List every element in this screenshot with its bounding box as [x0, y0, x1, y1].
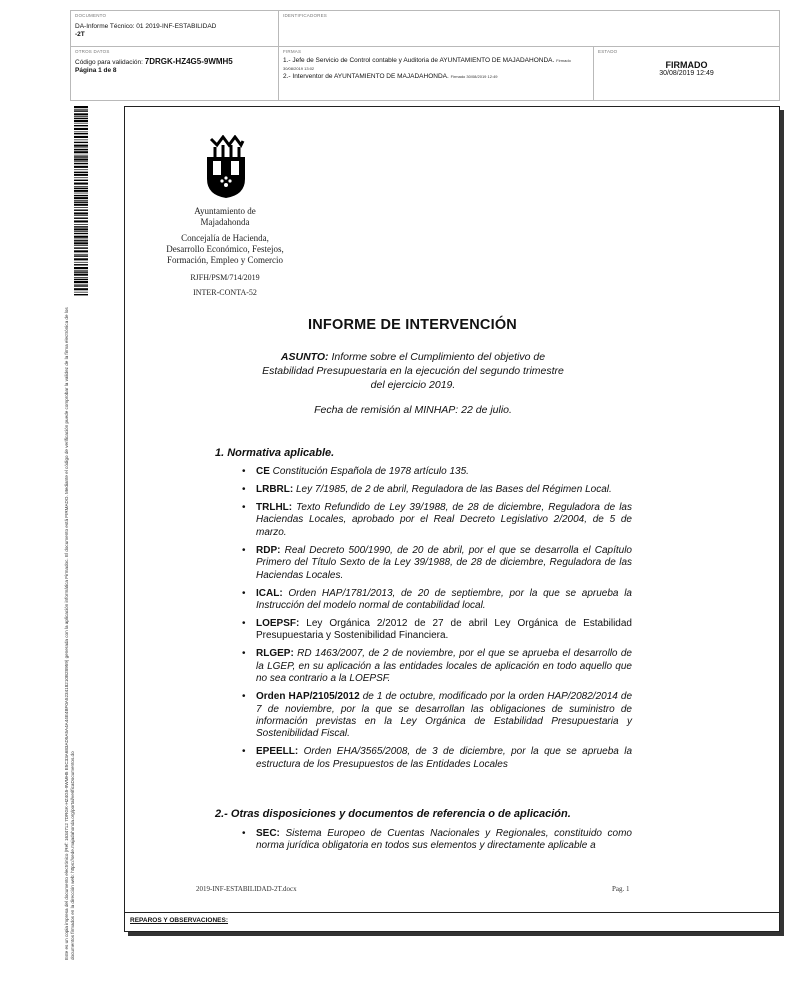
list-item: • TRLHL: Texto Refundido de Ley 39/1988, de 28 de diciembre, Reguladora de las Haciendas Locales, aprobado por el Real Decreto Legislativo 2/2004, de 5 de marzo.	[242, 502, 632, 538]
documento-label: DOCUMENTO	[75, 13, 107, 18]
asunto-block	[262, 350, 564, 392]
firmas-cell	[279, 47, 594, 100]
page-footer-filename: 2019-INF-ESTABILIDAD-2T.docx	[196, 885, 297, 893]
footer-divider	[124, 912, 780, 913]
bullet-icon: •	[242, 648, 246, 660]
estado-value: FIRMADO	[665, 60, 708, 70]
bullet-icon: •	[242, 691, 246, 703]
fecha-remision: Fecha de remisión al MINHAP: 22 de julio.	[314, 404, 512, 416]
reparos-label: REPAROS Y OBSERVACIONES:	[130, 917, 229, 924]
list-item: • SEC: Sistema Europeo de Cuentas Nacionales y Regionales, constituido como norma jurídica obligatoria en todos sus elementos y directamente aplicable a	[242, 828, 632, 852]
org-dept-1: Concejalía de Hacienda,	[181, 233, 269, 243]
otros-datos-label: OTROS DATOS	[75, 49, 110, 54]
verification-side-note: Este es un copia impresa del documento electrónico (Ref: 1634712 7DRGK-HZ4G5-9WMH5 E5C33A683AD5A5A4A44E4BF0A523418210B28959) generada con la aplicación informática Firmadoc. El documento está FIRMADO. Mediante el código de verificación puede comprobar la validez de la firma electrónica de los documentos firmados en la dirección web: https://sede.majadahonda.org/portal/verificaDocumentos.do	[64, 307, 75, 960]
firma-1-date: Firmado 30/08/2019 13:02	[283, 58, 571, 71]
estado-date: 30/08/2019 12:49	[659, 70, 714, 77]
bullet-icon: •	[242, 502, 246, 513]
firma-2: 2.- Interventor de AYUNTAMIENTO DE MAJADAHONDA.	[283, 73, 449, 80]
estado-label: ESTADO	[598, 49, 618, 54]
header-row-1	[71, 11, 779, 47]
otros-datos-cell	[71, 47, 279, 100]
codigo-validacion[interactable]: 7DRGK-HZ4G5-9WMH5	[144, 57, 233, 66]
org-dept-3: Formación, Empleo y Comercio	[167, 255, 283, 265]
identificadores-label: IDENTIFICADORES	[283, 13, 328, 18]
org-dept-2: Desarrollo Económico, Festejos,	[166, 244, 284, 254]
asunto-label: ASUNTO:	[280, 351, 329, 363]
list-item: • RDP: Real Decreto 500/1990, de 20 de abril, por el que se desarrolla el Capítulo Primero del Título Sexto de la Ley 39/1988, de 28 de diciembre, Reguladora de las Haciendas Locales.	[242, 544, 632, 581]
page-footer-number: Pag. 1	[612, 885, 630, 893]
bullet-icon: •	[242, 828, 246, 839]
list-item: • LOEPSF: Ley Orgánica 2/2012 de 27 de abril Ley Orgánica de Estabilidad Presupuestaria y Sostenibilidad Financiera.	[242, 618, 632, 642]
list-item: • CE Constitución Española de 1978 artículo 135.	[242, 466, 469, 477]
list-item: • LRBRL: Ley 7/1985, de 2 de abril, Reguladora de las Bases del Régimen Local.	[242, 484, 612, 495]
bullet-icon: •	[242, 618, 246, 630]
list-item: • RLGEP: RD 1463/2007, de 2 de noviembre, por el que se aprueba el desarrollo de la LGEP, en su aplicación a las entidades locales de aplicación en todo aquello que no sea contrario a la LOEPSF.	[242, 648, 632, 685]
asunto-text: Informe sobre el Cumplimiento del objetivo de Estabilidad Presupuestaria en la ejecución del segundo trimestre del ejercicio 2019.	[262, 351, 564, 391]
firma-2-date: Firmado 30/08/2019 12:49	[450, 74, 498, 79]
list-item: • EPEELL: Orden EHA/3565/2008, de 3 de diciembre, por la que se aprueba la estructura de los Presupuestos de las Entidades Locales	[242, 746, 632, 770]
section-2-heading: 2.- Otras disposiciones y documentos de referencia o de aplicación.	[215, 808, 571, 820]
org-ref-1: RJFH/PSM/714/2019	[190, 273, 260, 282]
section-1-heading: 1. Normativa aplicable.	[215, 447, 335, 459]
bullet-icon: •	[242, 484, 246, 495]
firma-1: 1.- Jefe de Servicio de Control contable y Auditoria de AYUNTAMIENTO DE MAJADAHONDA.	[283, 57, 555, 64]
majadahonda-crest-logo	[203, 135, 249, 199]
documento-value-1: DA-Informe Técnico: 01 2019-INF-ESTABILIDAD	[75, 23, 217, 30]
codigo-prefix: Código para validación:	[75, 59, 143, 66]
documento-cell	[71, 11, 279, 46]
bullet-icon: •	[242, 587, 246, 599]
firmas-label: FIRMAS	[283, 49, 302, 54]
organization-block	[160, 206, 290, 298]
estado-cell	[594, 47, 779, 100]
org-name-2: Majadahonda	[200, 217, 250, 227]
bullet-icon: •	[242, 746, 246, 758]
org-name-1: Ayuntamiento de	[194, 206, 256, 216]
section-1-list	[240, 466, 632, 777]
list-item: • ICAL: Orden HAP/1781/2013, de 20 de septiembre, por la que se aprueba la Instrucción del modelo normal de contabilidad local.	[242, 587, 632, 612]
section-2-list	[240, 828, 632, 858]
header-row-2	[71, 47, 779, 100]
pagina-label: Página 1 de 8	[75, 67, 117, 74]
documento-value-2: -2T	[75, 31, 85, 38]
document-title: INFORME DE INTERVENCIÓN	[308, 317, 517, 333]
document-header	[70, 10, 780, 101]
bullet-icon: •	[242, 544, 246, 556]
org-ref-2: INTER-CONTA-52	[193, 288, 257, 297]
identificadores-cell	[279, 11, 779, 46]
list-item: • Orden HAP/2105/2012 de 1 de octubre, modificado por la orden HAP/2082/2014 de 7 de noviembre, por la que se desarrollan las obligaciones de suministro de información previstas en la Ley Orgánica de Estabilidad Presupuestaria y Sostenibilidad Fiscal.	[242, 691, 632, 740]
barcode-icon	[74, 106, 88, 296]
bullet-icon: •	[242, 466, 246, 477]
